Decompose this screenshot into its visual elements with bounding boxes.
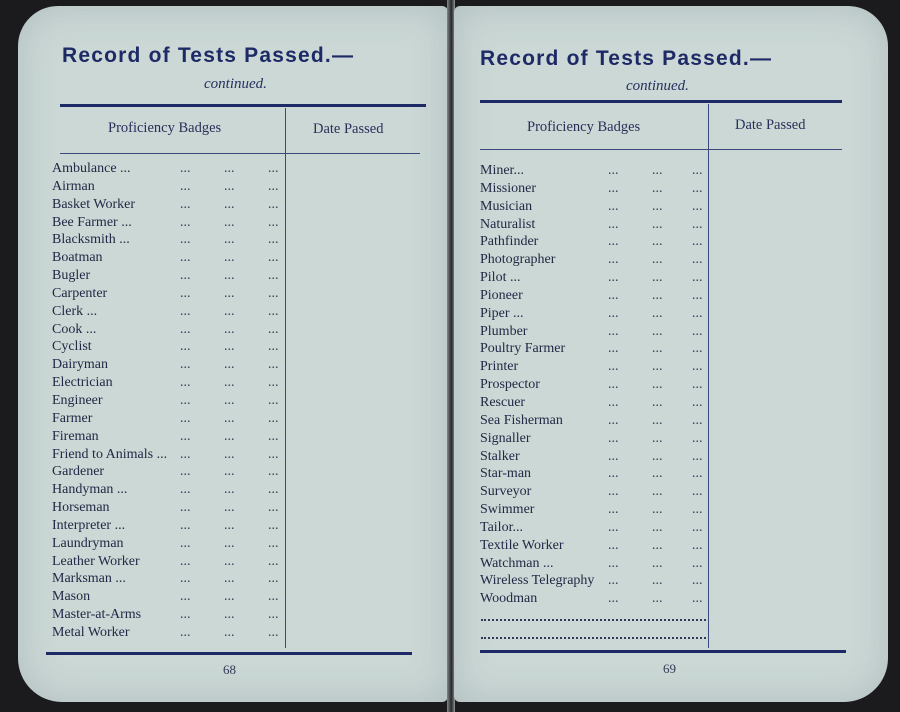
badge-name: Cyclist	[52, 339, 92, 355]
leader-dots: ...	[652, 198, 663, 214]
leader-dots: ...	[692, 484, 703, 500]
badge-row	[52, 356, 284, 374]
leader-dots: ...	[608, 198, 619, 214]
right-page-subtitle: continued.	[626, 78, 689, 94]
leader-dots: ...	[224, 250, 235, 266]
leader-dots: ...	[652, 163, 663, 178]
leader-dots: ...	[268, 589, 279, 605]
badge-name: Engineer	[52, 392, 103, 408]
badge-name: Fireman	[52, 428, 99, 444]
badge-row	[52, 570, 284, 588]
badge-name: Surveyor	[480, 484, 532, 500]
badge-name: Swimmer	[480, 502, 535, 518]
badge-row	[480, 323, 708, 341]
leader-dots: ...	[268, 232, 279, 248]
leader-dots: ...	[268, 285, 279, 301]
badge-row	[480, 448, 708, 466]
leader-dots: ...	[180, 535, 191, 551]
leader-dots: ...	[180, 196, 191, 212]
badge-name: Marksman ...	[52, 571, 126, 587]
leader-dots: ...	[180, 161, 191, 176]
badge-name: Rescuer	[480, 394, 526, 410]
leader-dots: ...	[652, 216, 663, 232]
leader-dots: ...	[224, 268, 235, 284]
leader-dots: ...	[692, 305, 703, 321]
leader-dots: ...	[224, 232, 235, 248]
leader-dots: ...	[180, 482, 191, 498]
badge-row	[52, 214, 284, 232]
leader-dots: ...	[180, 624, 191, 640]
leader-dots: ...	[268, 500, 279, 516]
badge-row	[480, 430, 708, 448]
left-page-subtitle: continued.	[204, 76, 267, 92]
left-column-divider	[285, 108, 286, 648]
badge-row	[52, 321, 284, 339]
badge-row	[480, 590, 708, 608]
badge-name: Boatman	[52, 250, 103, 266]
leader-dots: ...	[224, 624, 235, 640]
badge-row	[52, 374, 284, 392]
leader-dots: ...	[224, 446, 235, 462]
leader-dots: ...	[652, 502, 663, 518]
leader-dots: ...	[224, 285, 235, 301]
leader-dots: ...	[224, 303, 235, 319]
badge-row	[52, 160, 284, 178]
leader-dots: ...	[652, 377, 663, 393]
badge-row	[480, 358, 708, 376]
badge-row	[480, 519, 708, 537]
leader-dots: ...	[268, 446, 279, 462]
leader-dots: ...	[608, 519, 619, 535]
badge-row	[480, 555, 708, 573]
leader-dots: ...	[608, 394, 619, 410]
leader-dots: ...	[268, 410, 279, 426]
badge-row	[52, 338, 284, 356]
leader-dots: ...	[608, 341, 619, 357]
badge-row	[480, 251, 708, 269]
leader-dots: ...	[608, 377, 619, 393]
leader-dots: ...	[180, 214, 191, 230]
badge-row	[52, 428, 284, 446]
badge-row	[52, 606, 284, 624]
badge-name: Electrician	[52, 375, 113, 391]
badge-name: Stalker	[480, 448, 520, 464]
leader-dots: ...	[224, 553, 235, 569]
leader-dots: ...	[224, 196, 235, 212]
leader-dots: ...	[608, 537, 619, 553]
leader-dots: ...	[180, 321, 191, 337]
leader-dots: ...	[268, 482, 279, 498]
leader-dots: ...	[652, 573, 663, 589]
leader-dots: ...	[268, 268, 279, 284]
leader-dots: ...	[180, 607, 191, 623]
leader-dots: ...	[692, 430, 703, 446]
leader-dots: ...	[180, 178, 191, 194]
badge-row	[480, 340, 708, 358]
badge-name: Master-at-Arms	[52, 607, 142, 623]
leader-dots: ...	[180, 268, 191, 284]
leader-dots: ...	[608, 555, 619, 571]
badge-row	[52, 178, 284, 196]
leader-dots: ...	[608, 573, 619, 589]
badge-name: Pilot ...	[480, 270, 521, 286]
leader-dots: ...	[268, 303, 279, 319]
badge-name: Watchman ...	[480, 555, 554, 571]
leader-dots: ...	[692, 180, 703, 196]
leader-dots: ...	[268, 250, 279, 266]
leader-dots: ...	[652, 448, 663, 464]
badge-name: Cook ...	[52, 321, 97, 337]
badge-name: Clerk ...	[52, 303, 98, 319]
leader-dots: ...	[608, 591, 619, 607]
leader-dots: ...	[224, 339, 235, 355]
leader-dots: ...	[180, 410, 191, 426]
leader-dots: ...	[692, 502, 703, 518]
leader-dots: ...	[692, 377, 703, 393]
badge-row	[480, 412, 708, 430]
leader-dots: ...	[692, 591, 703, 607]
badge-row	[52, 553, 284, 571]
badge-name: Wireless Telegraphy	[480, 573, 595, 589]
badge-name: Sea Fisherman	[480, 412, 563, 428]
right-column-divider	[708, 104, 709, 648]
badge-row	[480, 501, 708, 519]
leader-dots: ...	[652, 537, 663, 553]
right-blank-entry-line-2	[481, 637, 706, 639]
badge-name: Friend to Animals ...	[52, 446, 168, 462]
badge-row	[52, 249, 284, 267]
leader-dots: ...	[180, 232, 191, 248]
leader-dots: ...	[692, 519, 703, 535]
leader-dots: ...	[268, 375, 279, 391]
badge-row	[52, 517, 284, 535]
badge-name: Bee Farmer ...	[52, 214, 132, 230]
leader-dots: ...	[652, 341, 663, 357]
leader-dots: ...	[268, 357, 279, 373]
badge-name: Signaller	[480, 430, 531, 446]
leader-dots: ...	[652, 359, 663, 375]
leader-dots: ...	[224, 161, 235, 176]
right-col-badges-header: Proficiency Badges	[527, 119, 641, 135]
badge-row	[52, 392, 284, 410]
right-page-title: Record of Tests Passed.—	[480, 47, 773, 70]
badge-name: Dairyman	[52, 357, 108, 373]
leader-dots: ...	[608, 234, 619, 250]
leader-dots: ...	[180, 392, 191, 408]
badge-row	[480, 572, 708, 590]
leader-dots: ...	[652, 430, 663, 446]
badge-name: Bugler	[52, 268, 91, 284]
badge-row	[480, 180, 708, 198]
leader-dots: ...	[692, 341, 703, 357]
badge-name: Laundryman	[52, 535, 124, 551]
leader-dots: ...	[180, 428, 191, 444]
leader-dots: ...	[268, 196, 279, 212]
leader-dots: ...	[608, 270, 619, 286]
leader-dots: ...	[608, 252, 619, 268]
leader-dots: ...	[652, 323, 663, 339]
leader-dots: ...	[268, 607, 279, 623]
badge-name: Farmer	[52, 410, 93, 426]
leader-dots: ...	[652, 287, 663, 303]
leader-dots: ...	[692, 163, 703, 178]
left-col-date-header: Date Passed	[313, 121, 384, 137]
leader-dots: ...	[608, 216, 619, 232]
leader-dots: ...	[180, 285, 191, 301]
leader-dots: ...	[180, 500, 191, 516]
leader-dots: ...	[652, 394, 663, 410]
badge-name: Pioneer	[480, 287, 523, 303]
leader-dots: ...	[652, 484, 663, 500]
leader-dots: ...	[652, 591, 663, 607]
badge-name: Missioner	[480, 180, 536, 196]
leader-dots: ...	[224, 571, 235, 587]
leader-dots: ...	[608, 163, 619, 178]
leader-dots: ...	[224, 357, 235, 373]
badge-name: Metal Worker	[52, 624, 130, 640]
leader-dots: ...	[652, 555, 663, 571]
left-col-badges-header: Proficiency Badges	[108, 120, 222, 136]
badge-row	[52, 481, 284, 499]
leader-dots: ...	[180, 375, 191, 391]
leader-dots: ...	[692, 573, 703, 589]
badge-row	[480, 162, 708, 180]
badge-row	[52, 499, 284, 517]
badge-name: Textile Worker	[480, 537, 564, 553]
leader-dots: ...	[608, 323, 619, 339]
badge-name: Prospector	[480, 377, 540, 393]
leader-dots: ...	[608, 412, 619, 428]
leader-dots: ...	[652, 466, 663, 482]
badge-name: Printer	[480, 359, 519, 375]
badge-name: Poultry Farmer	[480, 341, 566, 357]
badge-row	[480, 376, 708, 394]
leader-dots: ...	[268, 178, 279, 194]
leader-dots: ...	[652, 519, 663, 535]
leader-dots: ...	[224, 535, 235, 551]
leader-dots: ...	[652, 180, 663, 196]
badge-name: Naturalist	[480, 216, 536, 232]
badge-name: Plumber	[480, 323, 528, 339]
badge-name: Interpreter ...	[52, 517, 126, 533]
leader-dots: ...	[180, 464, 191, 480]
leader-dots: ...	[692, 537, 703, 553]
leader-dots: ...	[268, 571, 279, 587]
leader-dots: ...	[180, 250, 191, 266]
leader-dots: ...	[692, 394, 703, 410]
right-badge-list	[480, 162, 708, 608]
badge-row	[480, 483, 708, 501]
badge-name: Woodman	[480, 591, 538, 607]
right-page-number: 69	[663, 661, 676, 676]
leader-dots: ...	[224, 214, 235, 230]
leader-dots: ...	[268, 339, 279, 355]
leader-dots: ...	[180, 589, 191, 605]
badge-row	[480, 198, 708, 216]
leader-dots: ...	[692, 198, 703, 214]
leader-dots: ...	[692, 234, 703, 250]
badge-row	[480, 287, 708, 305]
badge-row	[480, 216, 708, 234]
badge-name: Blacksmith ...	[52, 232, 130, 248]
leader-dots: ...	[652, 270, 663, 286]
badge-row	[52, 303, 284, 321]
badge-row	[480, 305, 708, 323]
right-blank-entry-line-1	[481, 619, 706, 621]
leader-dots: ...	[180, 303, 191, 319]
badge-name: Photographer	[480, 252, 556, 268]
leader-dots: ...	[224, 321, 235, 337]
badge-name: Tailor...	[480, 519, 523, 535]
leader-dots: ...	[692, 412, 703, 428]
leader-dots: ...	[224, 392, 235, 408]
leader-dots: ...	[692, 555, 703, 571]
leader-dots: ...	[268, 392, 279, 408]
badge-name: Mason	[52, 589, 91, 605]
leader-dots: ...	[224, 178, 235, 194]
leader-dots: ...	[268, 321, 279, 337]
leader-dots: ...	[224, 607, 235, 623]
leader-dots: ...	[608, 484, 619, 500]
badge-name: Handyman ...	[52, 482, 128, 498]
leader-dots: ...	[608, 502, 619, 518]
leader-dots: ...	[268, 517, 279, 533]
badge-name: Star-man	[480, 466, 532, 482]
leader-dots: ...	[224, 428, 235, 444]
badge-name: Miner...	[480, 163, 524, 178]
badge-row	[52, 463, 284, 481]
badge-name: Gardener	[52, 464, 105, 480]
leader-dots: ...	[652, 412, 663, 428]
leader-dots: ...	[692, 323, 703, 339]
badge-name: Ambulance ...	[52, 161, 131, 176]
leader-dots: ...	[692, 270, 703, 286]
right-header-rule	[480, 100, 842, 103]
leader-dots: ...	[224, 464, 235, 480]
leader-dots: ...	[268, 161, 279, 176]
badge-name: Musician	[480, 198, 533, 214]
right-subheader-rule	[480, 149, 842, 150]
badge-row	[52, 410, 284, 428]
leader-dots: ...	[268, 535, 279, 551]
leader-dots: ...	[224, 500, 235, 516]
badge-row	[480, 394, 708, 412]
badge-row	[52, 196, 284, 214]
leader-dots: ...	[692, 466, 703, 482]
leader-dots: ...	[268, 624, 279, 640]
badge-name: Carpenter	[52, 285, 108, 301]
leader-dots: ...	[180, 446, 191, 462]
leader-dots: ...	[692, 216, 703, 232]
left-subheader-rule	[60, 153, 420, 154]
leader-dots: ...	[608, 448, 619, 464]
right-footer-rule	[480, 650, 846, 653]
right-col-date-header: Date Passed	[735, 117, 806, 133]
badge-name: Airman	[52, 178, 95, 194]
leader-dots: ...	[608, 359, 619, 375]
badge-row	[480, 537, 708, 555]
left-badge-list	[52, 160, 284, 642]
badge-row	[52, 231, 284, 249]
badge-row	[480, 269, 708, 287]
leader-dots: ...	[268, 553, 279, 569]
leader-dots: ...	[692, 448, 703, 464]
leader-dots: ...	[224, 589, 235, 605]
leader-dots: ...	[180, 339, 191, 355]
leader-dots: ...	[652, 252, 663, 268]
leader-dots: ...	[180, 553, 191, 569]
leader-dots: ...	[608, 287, 619, 303]
leader-dots: ...	[180, 517, 191, 533]
leader-dots: ...	[268, 214, 279, 230]
leader-dots: ...	[608, 430, 619, 446]
badge-row	[52, 624, 284, 642]
leader-dots: ...	[652, 234, 663, 250]
badge-row	[52, 535, 284, 553]
leader-dots: ...	[268, 464, 279, 480]
leader-dots: ...	[608, 180, 619, 196]
left-header-rule	[60, 104, 426, 107]
badge-row	[52, 267, 284, 285]
badge-row	[52, 285, 284, 303]
badge-row	[480, 233, 708, 251]
leader-dots: ...	[224, 517, 235, 533]
leader-dots: ...	[652, 305, 663, 321]
leader-dots: ...	[692, 252, 703, 268]
badge-name: Horseman	[52, 500, 110, 516]
leader-dots: ...	[692, 287, 703, 303]
left-footer-rule	[46, 652, 412, 655]
leader-dots: ...	[224, 410, 235, 426]
leader-dots: ...	[224, 482, 235, 498]
badge-name: Leather Worker	[52, 553, 140, 569]
badge-row	[480, 465, 708, 483]
badge-name: Pathfinder	[480, 234, 539, 250]
leader-dots: ...	[224, 375, 235, 391]
badge-row	[52, 588, 284, 606]
badge-name: Piper ...	[480, 305, 524, 321]
leader-dots: ...	[180, 571, 191, 587]
leader-dots: ...	[608, 466, 619, 482]
leader-dots: ...	[692, 359, 703, 375]
leader-dots: ...	[608, 305, 619, 321]
leader-dots: ...	[268, 428, 279, 444]
left-page-number: 68	[223, 662, 236, 677]
leader-dots: ...	[180, 357, 191, 373]
badge-row	[52, 446, 284, 464]
left-page-title: Record of Tests Passed.—	[62, 44, 355, 67]
badge-name: Basket Worker	[52, 196, 135, 212]
